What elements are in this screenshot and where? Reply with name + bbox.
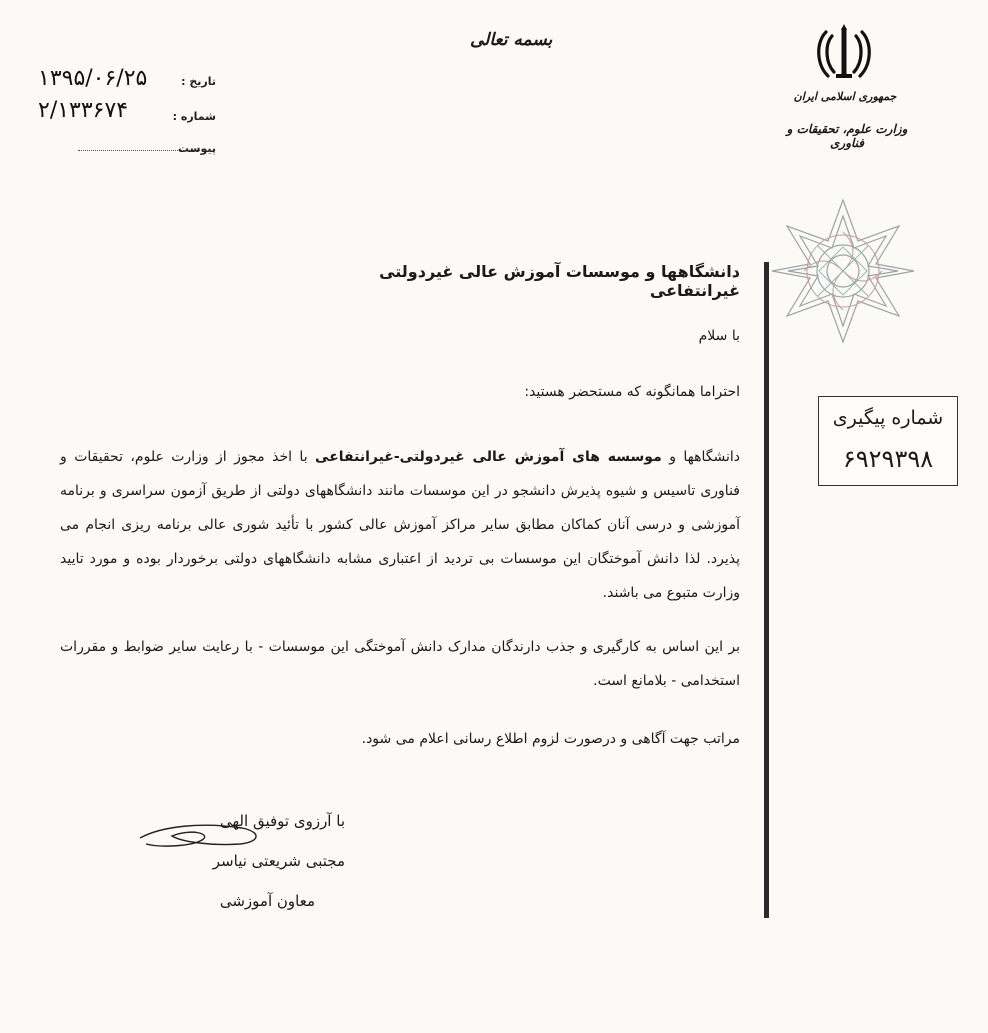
basmala: بسمه تعالی xyxy=(470,30,553,50)
number-label: شماره : xyxy=(172,110,216,123)
opening-line: احتراما همانگونه که مستحضر هستید: xyxy=(524,384,740,400)
paragraph-3: مراتب جهت آگاهی و درصورت لزوم اطلاع رسانی اعلام می شود. xyxy=(361,731,740,747)
recipient-heading: دانشگاهها و موسسات آموزش عالی غیردولتی غیرانتفاعی xyxy=(379,262,740,300)
signer-name: مجتبی شریعتی نیاسر xyxy=(212,852,345,870)
paragraph-2: بر این اساس به کارگیری و جذب دارندگان مدارک دانش آموختگی این موسسات - با رعایت سایر ضوابط و مقررات استخدامی - بلامانع است. xyxy=(60,639,740,689)
decorative-rosette-icon xyxy=(768,196,918,346)
tracking-number: ۶۹۲۹۳۹۸ xyxy=(842,445,934,473)
closing-phrase: با آرزوی توفیق الهی xyxy=(220,812,345,830)
vertical-divider xyxy=(764,262,769,918)
date-row xyxy=(38,66,216,96)
number-row xyxy=(38,98,216,128)
paragraph-1-start: دانشگاهها و xyxy=(661,449,740,465)
greeting: با سلام xyxy=(698,328,740,344)
date-value: ۱۳۹۵/۰۶/۲۵ xyxy=(38,66,148,91)
tracking-label: شماره پیگیری xyxy=(832,407,944,429)
date-label: تاریخ : xyxy=(181,75,216,88)
tracking-box xyxy=(818,396,958,486)
paragraph-1-rest: با اخذ مجوز از وزارت علوم، تحقیقات و فناوری تاسیس و شیوه پذیرش دانشجو در این موسسات مانند دانشگاههای دولتی از طریق آزمون سراسری و برنامه آموزشی و درسی آنان کماکان مطابق سایر مراکز آموزش عالی کشور با تأئید شوری عالی برنامه ریزی انجام می پذیرد. لذا دانش آموختگان این موسسات بی تردید از اعتباری مشابه دانشگاههای دولتی برخوردار بوده و مورد تایید وزارت متبوع می باشند. xyxy=(60,449,740,601)
attachment-label: پیوست xyxy=(178,142,216,155)
iran-emblem-icon xyxy=(812,22,876,84)
ministry-name: وزارت علوم، تحقیقات و فناوری xyxy=(786,122,908,150)
number-value: ۲/۱۳۳۶۷۴ xyxy=(38,98,129,123)
country-name: جمهوری اسلامی ایران xyxy=(793,90,897,103)
paragraph-1-bold: موسسه های آموزش عالی غیردولتی-غیرانتفاعی xyxy=(315,449,662,465)
signer-position: معاون آموزشی xyxy=(219,892,315,910)
paragraph-1 xyxy=(60,440,740,610)
attachment-row xyxy=(38,140,216,170)
